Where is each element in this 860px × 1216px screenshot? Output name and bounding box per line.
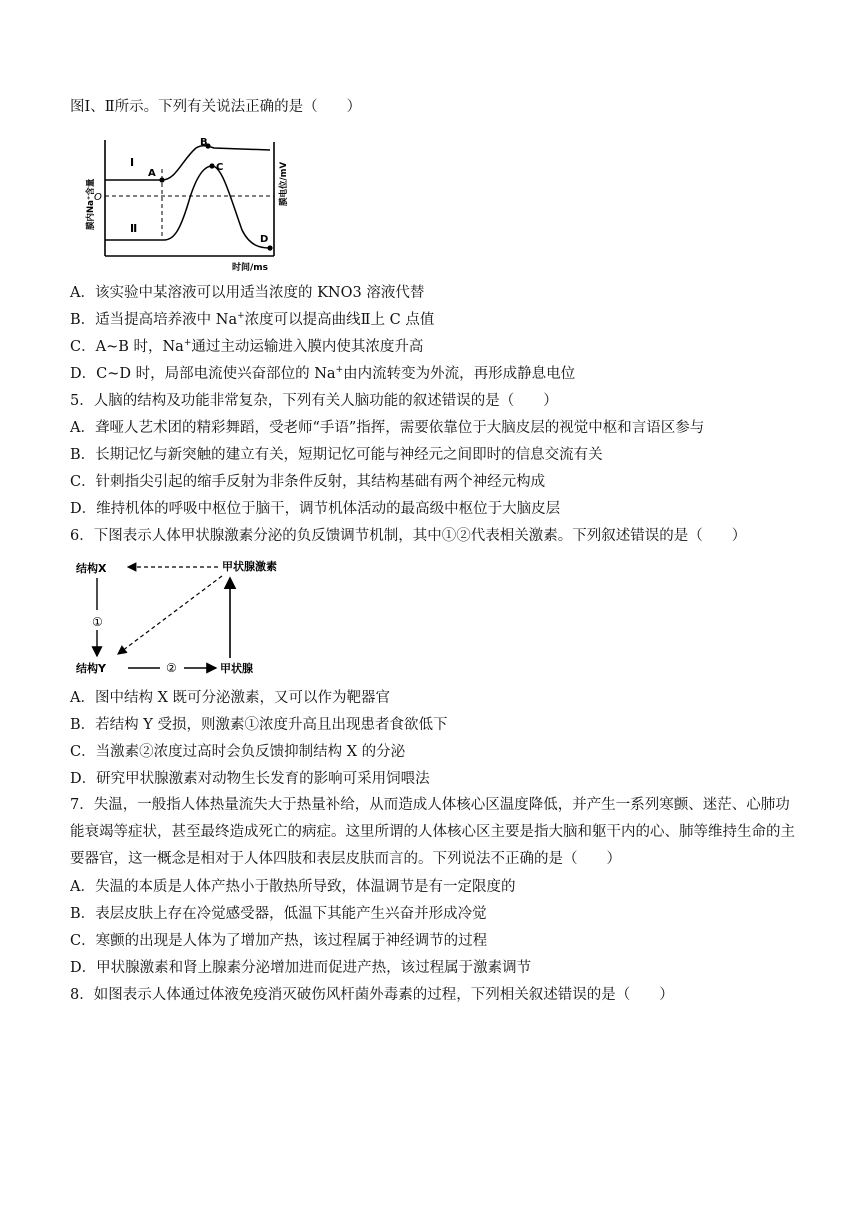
q7-option-c: C．寒颤的出现是人体为了增加产热，该过程属于神经调节的过程: [70, 933, 488, 949]
q7-stem: 7．失温，一般指人体热量流失大于热量补给，从而造成人体核心区温度降低，并产生一系列寒颤、迷茫、心肺功能衰竭等症状，甚至最终造成死亡的病症。这里所谓的人体核心区主要是指大脑和躯干内的心、肺等维持生命的主要器官，这一概念是相对于人体四肢和表层皮肤而言的。下列说法不正确的是（ ）: [70, 797, 795, 867]
q5-option-a: A．聋哑人艺术团的精彩舞蹈，受老师“手语”指挥，需要依靠位于大脑皮层的视觉中枢和言语区参与: [70, 420, 705, 436]
y-axis-right-label: 膜电位/mV: [279, 161, 289, 206]
q7-option-d: D．甲状腺激素和肾上腺素分泌增加进而促进产热，该过程属于激素调节: [70, 960, 532, 976]
y-axis-left-label: 膜内Na⁺含量: [86, 178, 96, 230]
question-intro: 图Ⅰ、Ⅱ所示。下列有关说法正确的是（ ）: [70, 99, 362, 115]
q7-option-b: B．表层皮肤上存在冷觉感受器，低温下其能产生兴奋并形成冷觉: [70, 906, 487, 922]
q5-option-b: B．长期记忆与新突触的建立有关，短期记忆可能与神经元之间即时的信息交流有关: [70, 447, 603, 463]
q6-stem: 6．下图表示人体甲状腺激素分泌的负反馈调节机制，其中①②代表相关激素。下列叙述错误的是（ ）: [70, 528, 747, 544]
point-b-label: B: [200, 137, 208, 148]
q7-option-a: A．失温的本质是人体产热小于散热所导致，体温调节是有一定限度的: [70, 879, 516, 895]
point-a-label: A: [148, 168, 156, 179]
q6-option-a: A．图中结构 X 既可分泌激素，又可以作为靶器官: [70, 690, 391, 706]
hormone-1-label: ①: [92, 615, 103, 629]
point-d-label: D: [260, 234, 269, 245]
structure-x-label: 结构X: [76, 562, 107, 575]
origin-label: O: [94, 192, 102, 203]
x-axis-label: 时间/ms: [232, 263, 269, 273]
thyroid-feedback-figure: [72, 556, 282, 684]
thyroid-hormone-label: 甲状腺激素: [222, 560, 277, 573]
q6-option-d: D．研究甲状腺激素对动物生长发育的影响可采用饲喂法: [70, 771, 430, 787]
q4-option-c: C．A~B 时，Na+通过主动运输进入膜内使其浓度升高: [70, 338, 424, 355]
q4-option-b: B．适当提高培养液中 Na+浓度可以提高曲线Ⅱ上 C 点值: [70, 311, 435, 328]
q5-option-d: D．维持机体的呼吸中枢位于脑干，调节机体活动的最高级中枢位于大脑皮层: [70, 501, 561, 517]
q4-option-a: A．该实验中某溶液可以用适当浓度的 KNO3 溶液代替: [70, 285, 425, 301]
q6-option-b: B．若结构 Y 受损，则激素①浓度升高且出现患者食欲低下: [70, 717, 448, 733]
hormone-2-label: ②: [166, 661, 177, 675]
q6-option-c: C．当激素②浓度过高时会负反馈抑制结构 X 的分泌: [70, 744, 406, 760]
curve-ii-label: Ⅱ: [130, 222, 138, 235]
point-c-label: C: [216, 162, 224, 173]
q5-option-c: C．针刺指尖引起的缩手反射为非条件反射，其结构基础有两个神经元构成: [70, 474, 546, 490]
q5-stem: 5．人脑的结构及功能非常复杂，下列有关人脑功能的叙述错误的是（ ）: [70, 393, 558, 409]
structure-y-label: 结构Y: [76, 662, 106, 675]
membrane-potential-figure: [84, 134, 294, 278]
curve-i-label: Ⅰ: [130, 156, 135, 169]
thyroid-label: 甲状腺: [220, 662, 253, 675]
q4-option-d: D．C~D 时，局部电流使兴奋部位的 Na+由内流转变为外流，再形成静息电位: [70, 365, 576, 382]
q8-stem: 8．如图表示人体通过体液免疫消灭破伤风杆菌外毒素的过程，下列相关叙述错误的是（ ）: [70, 987, 674, 1003]
